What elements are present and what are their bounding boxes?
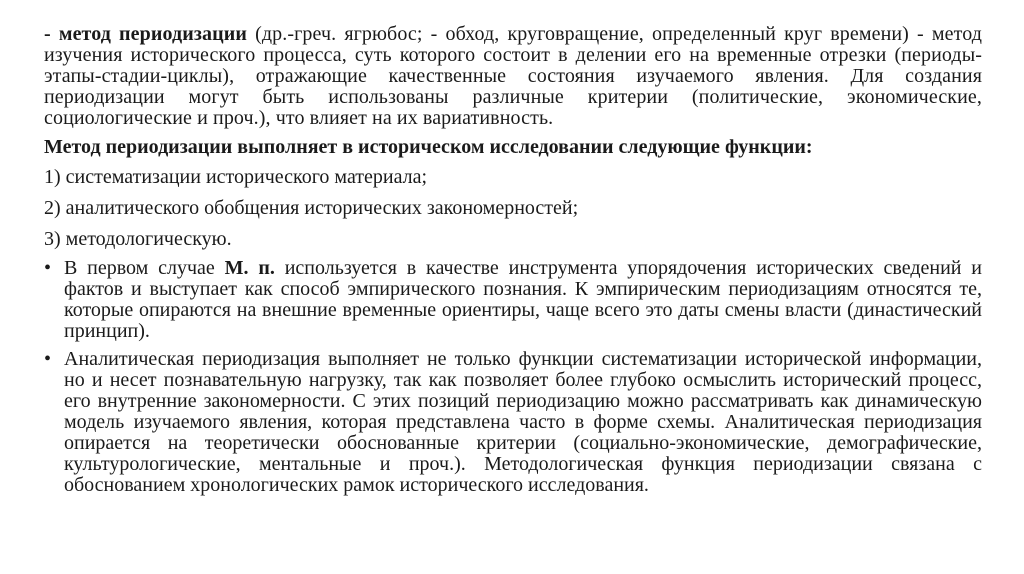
slide-content bbox=[44, 24, 982, 503]
bullet-empirical-term: М. п. bbox=[224, 257, 275, 279]
bullet-analytical-text: Аналитическая периодизация выполняет не только функции систематизации исторической информации, но и несет познавательную нагрузку, так как позволяет более глубоко осмыслить исторический процесс, его внутренние закономерности. С этих позиций периодизацию можно рассматривать как динамическую модель изучаемого явления, которая представлена часто в форме схемы. Аналитическая периодизация опирается на теоретически обоснованные критерии (социально-экономические, демографические, культурологические, ментальные и проч.). Методологическая функция периодизации связана с обоснованием хронологических рамок исторического исследования. bbox=[64, 348, 982, 496]
intro-term: - метод периодизации bbox=[44, 23, 247, 45]
intro-definition: (др.-греч. ягрюбос; - обход, круговращение, определенный круг времени) - метод изучения исторического процесса, суть которого состоит в делении его на временные отрезки (периоды-этапы-стадии-циклы), отражающие качественные состояния изучаемого явления. Для создания периодизации могут быть использованы различные критерии (политические, экономические, социологические и проч.), что влияет на их вариативность. bbox=[44, 23, 983, 129]
intro-paragraph bbox=[44, 24, 982, 129]
bullet-empirical-pre: В первом случае bbox=[64, 257, 225, 279]
function-item-3: 3) методологическую. bbox=[44, 228, 232, 250]
bullet-item-analytical bbox=[44, 349, 982, 496]
bullet-empirical-post: используется в качестве инструмента упорядочения исторических сведений и фактов и выступает как способ эмпирического познания. К эмпирическим периодизациям относятся те, которые опираются на внешние временные ориентиры, чаще всего это даты смены власти (династический принцип). bbox=[64, 257, 983, 342]
bullet-icon: • bbox=[44, 257, 52, 279]
function-item-2: 2) аналитического обобщения исторических закономерностей; bbox=[44, 197, 579, 219]
bullet-item-empirical bbox=[44, 258, 982, 342]
bullet-list bbox=[44, 258, 982, 496]
bullet-icon: • bbox=[44, 348, 52, 370]
functions-heading: Метод периодизации выполняет в историческом исследовании следующие функции: bbox=[44, 136, 813, 158]
function-item-1: 1) систематизации исторического материала; bbox=[44, 166, 428, 188]
